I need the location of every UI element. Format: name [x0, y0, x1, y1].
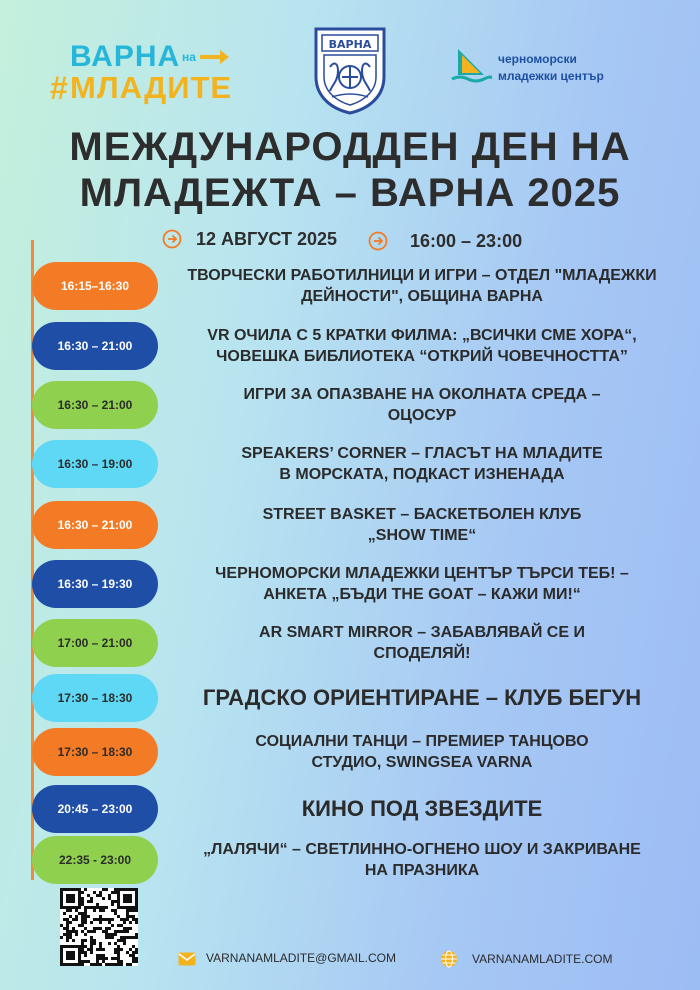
schedule-description — [172, 325, 672, 367]
schedule-description-line: VR ОЧИЛА С 5 КРАТКИ ФИЛМА: „ВСИЧКИ СМЕ ХОРА“, — [207, 327, 637, 344]
schedule-description-line: СПОДЕЛЯЙ! — [373, 645, 471, 662]
schedule-description-line: СТУДИО, SWINGSEA VARNA — [311, 754, 533, 771]
globe-icon — [440, 950, 458, 972]
schedule-time-pill: 16:30 – 19:00 — [32, 440, 158, 488]
event-time: 16:00 – 23:00 — [410, 231, 523, 251]
schedule-description — [172, 443, 672, 485]
date-arrow-icon — [162, 229, 182, 253]
schedule-description-line: СОЦИАЛНИ ТАНЦИ – ПРЕМИЕР ТАНЦОВО — [255, 733, 589, 750]
event-date: 12 АВГУСТ 2025 — [196, 229, 338, 249]
schedule-description-line: ЧЕРНОМОРСКИ МЛАДЕЖКИ ЦЕНТЪР ТЪРСИ ТЕБ! – — [215, 565, 629, 582]
schedule-description-line: AR SMART MIRROR – ЗАБАВЛЯВАЙ СЕ И — [259, 624, 585, 641]
schedule-description — [172, 685, 672, 711]
schedule-time-pill: 16:30 – 21:00 — [32, 381, 158, 429]
logo-left-na: на — [182, 50, 196, 64]
schedule-description — [172, 622, 672, 664]
varna-na-mladite-logo — [50, 40, 235, 110]
schedule-description — [172, 796, 672, 822]
schedule-time-pill: 22:35 - 23:00 — [32, 836, 158, 884]
schedule-description — [172, 265, 672, 307]
schedule-time-pill: 17:30 – 18:30 — [32, 674, 158, 722]
schedule-description-line: ЧОВЕШКА БИБЛИОТЕКА “ОТКРИЙ ЧОВЕЧНОСТТА” — [216, 348, 628, 365]
schedule-time-pill: 16:15–16:30 — [32, 262, 158, 310]
arrow-right-icon — [200, 48, 230, 66]
schedule-description-line: „SHOW TIME“ — [367, 527, 477, 544]
footer-email[interactable]: VARNANAMLADITE@GMAIL.COM — [206, 951, 396, 965]
schedule-description-line: „ЛАЛЯЧИ“ – СВЕТЛИННО-ОГНЕНО ШОУ И ЗАКРИВАНЕ — [203, 841, 641, 858]
svg-text:ВАРНА: ВАРНА — [328, 38, 372, 51]
schedule-description-line: ГРАДСКО ОРИЕНТИРАНЕ – КЛУБ БЕГУН — [202, 685, 642, 710]
schedule-time-pill: 17:30 – 18:30 — [32, 728, 158, 776]
schedule-description-line: НА ПРАЗНИКА — [364, 862, 480, 879]
varna-crest-logo — [312, 25, 388, 115]
logo-right-line1: черноморски — [498, 52, 577, 66]
page-title — [0, 124, 700, 216]
sailboat-icon — [450, 45, 492, 87]
logo-left-line2: МЛАДИТЕ — [70, 70, 233, 105]
schedule-description — [172, 384, 672, 426]
title-line1: МЕЖДУНАРОДДЕН ДЕН НА — [69, 125, 631, 169]
schedule-description-line: АНКЕТА „БЪДИ THE GOAT – КАЖИ МИ!“ — [263, 586, 581, 603]
schedule-description-line: В МОРСКАТА, ПОДКАСТ ИЗНЕНАДА — [279, 466, 565, 483]
schedule-description-line: ИГРИ ЗА ОПАЗВАНЕ НА ОКОЛНАТА СРЕДА – — [243, 386, 601, 403]
schedule-time-pill: 16:30 – 21:00 — [32, 501, 158, 549]
schedule-time-pill: 17:00 – 21:00 — [32, 619, 158, 667]
logo-left-hash: # — [50, 70, 68, 106]
schedule-description-line: ДЕЙНОСТИ", ОБЩИНА ВАРНА — [301, 288, 543, 305]
schedule-time-pill: 16:30 – 21:00 — [32, 322, 158, 370]
envelope-icon — [178, 951, 196, 970]
schedule-description-line: STREET BASKET – БАСКЕТБОЛЕН КЛУБ — [262, 506, 582, 523]
footer-website[interactable]: VARNANAMLADITE.COM — [472, 952, 613, 966]
logo-right-line2: младежки център — [498, 69, 604, 83]
qr-code — [60, 888, 138, 966]
title-line2: МЛАДЕЖТА – ВАРНА 2025 — [79, 171, 621, 215]
time-arrow-icon — [368, 231, 388, 255]
schedule-description — [172, 731, 672, 773]
schedule-description — [172, 504, 672, 546]
schedule-description-line: КИНО ПОД ЗВЕЗДИТЕ — [301, 796, 543, 821]
schedule-time-pill: 16:30 – 19:30 — [32, 560, 158, 608]
schedule-time-pill: 20:45 – 23:00 — [32, 785, 158, 833]
schedule-description — [172, 563, 672, 605]
chernomorski-mladezhki-centar-logo — [450, 45, 660, 95]
schedule-description — [172, 839, 672, 881]
schedule-description-line: ТВОРЧЕСКИ РАБОТИЛНИЦИ И ИГРИ – ОТДЕЛ "МЛАДЕЖКИ — [187, 267, 657, 284]
schedule-description-line: SPEAKERS’ CORNER – ГЛАСЪТ НА МЛАДИТЕ — [241, 445, 603, 462]
schedule-description-line: ОЦОСУР — [387, 407, 457, 424]
logo-left-line1: ВАРНА — [70, 40, 181, 73]
